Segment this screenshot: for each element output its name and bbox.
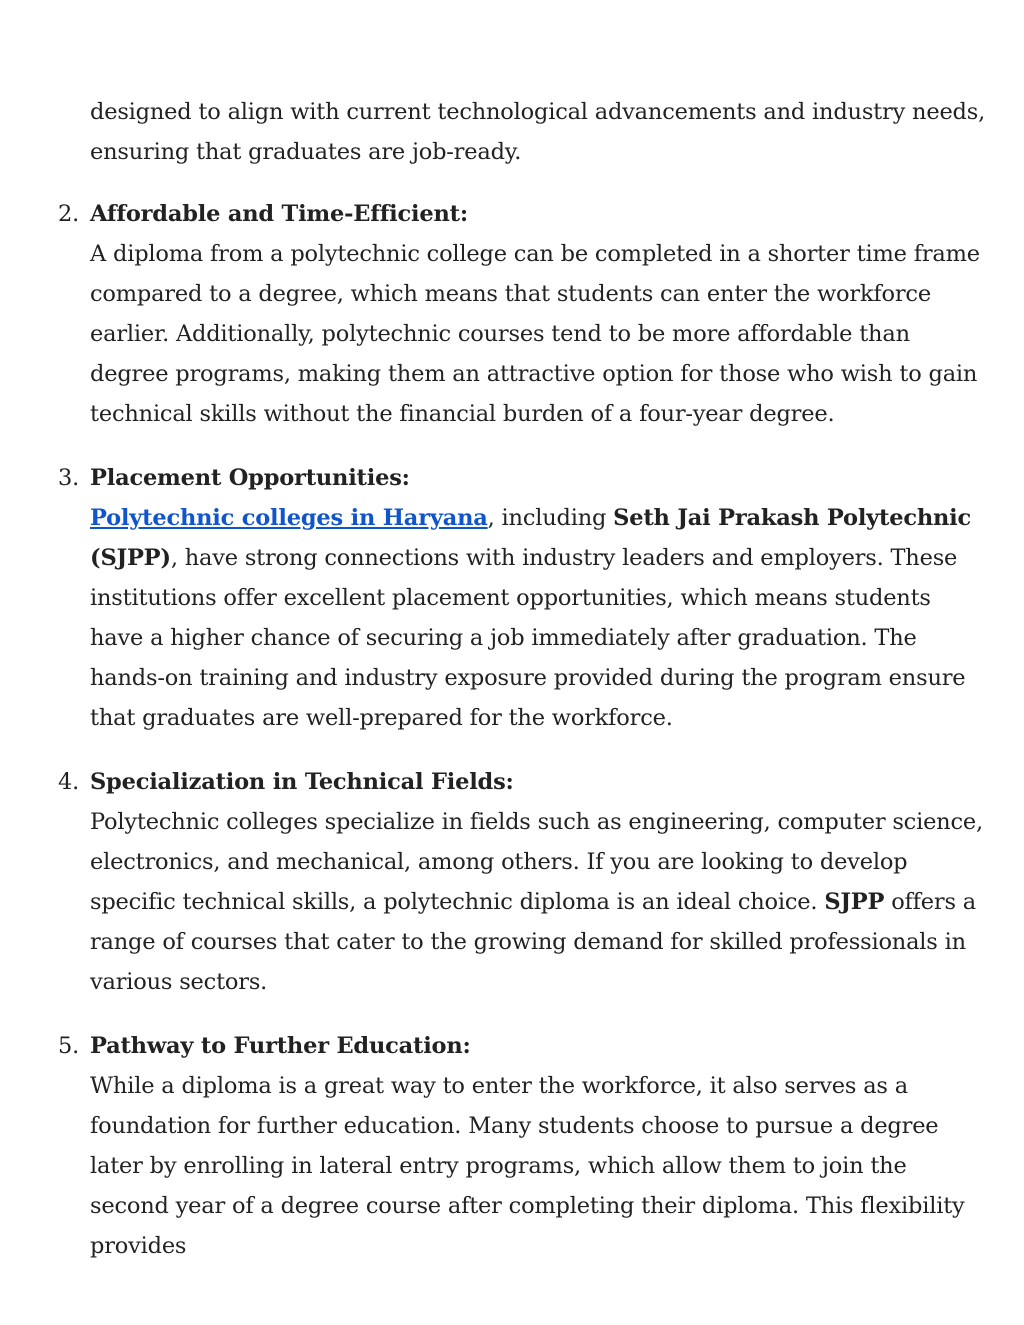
list-item-number: 5. <box>58 1033 80 1059</box>
list-item-number: 4. <box>58 769 80 795</box>
list-item-content <box>90 458 990 738</box>
list-item-text: A diploma from a polytechnic college can be completed in a shorter time frame compared to a degree, which means that students can enter the workforce earlier. Additionally, polytechnic courses tend to be more affordable than degree programs, making them an attractive option for those who wish to gain technical skills without the financial burden of a four-year degree. <box>90 241 980 427</box>
list-item-number: 2. <box>58 201 80 227</box>
text-rest: , have strong connections with industry leaders and employers. These institutions offer excellent placement opportunities, which means students have a higher chance of securing a job immediately after graduation. The hands-on training and industry exposure provided during the program ensure that graduates are well-prepared for the workforce. <box>90 545 966 731</box>
text-after-link: , including <box>487 505 614 531</box>
list-item-title: Placement Opportunities: <box>90 465 410 491</box>
list-item-text <box>90 802 990 1002</box>
list-item-content <box>90 194 990 434</box>
list-item-title: Pathway to Further Education: <box>90 1033 471 1059</box>
list-item-content <box>90 1026 990 1266</box>
intro-paragraph: designed to align with current technological advancements and industry needs, ensuring that graduates are job-ready. <box>90 99 986 165</box>
text-before-bold: Polytechnic colleges specialize in fields such as engineering, computer science, electronics, and mechanical, among others. If you are looking to develop specific technical skills, a polytechnic diploma is an ideal choice. <box>90 809 983 915</box>
list-item-content <box>90 762 990 1002</box>
list-item-title: Specialization in Technical Fields: <box>90 769 514 795</box>
sjpp-bold: SJPP <box>824 889 885 915</box>
polytechnic-colleges-haryana-link[interactable]: Polytechnic colleges in Haryana <box>90 505 488 531</box>
list-item-number: 3. <box>58 465 80 491</box>
text-after-bold: offers a range of courses that cater to the growing demand for skilled professionals in various sectors. <box>90 889 976 995</box>
list-item-text: While a diploma is a great way to enter the workforce, it also serves as a foundation for further education. Many students choose to pursue a degree later by enrolling in lateral entry programs, which allow them to join the second year of a degree course after completing their diploma. This flexibility provides <box>90 1073 965 1259</box>
sjpp-name-bold: Seth Jai Prakash Polytechnic (SJPP) <box>90 505 972 571</box>
list-item-title: Affordable and Time-Efficient: <box>90 201 468 227</box>
list-item-text <box>90 498 990 738</box>
